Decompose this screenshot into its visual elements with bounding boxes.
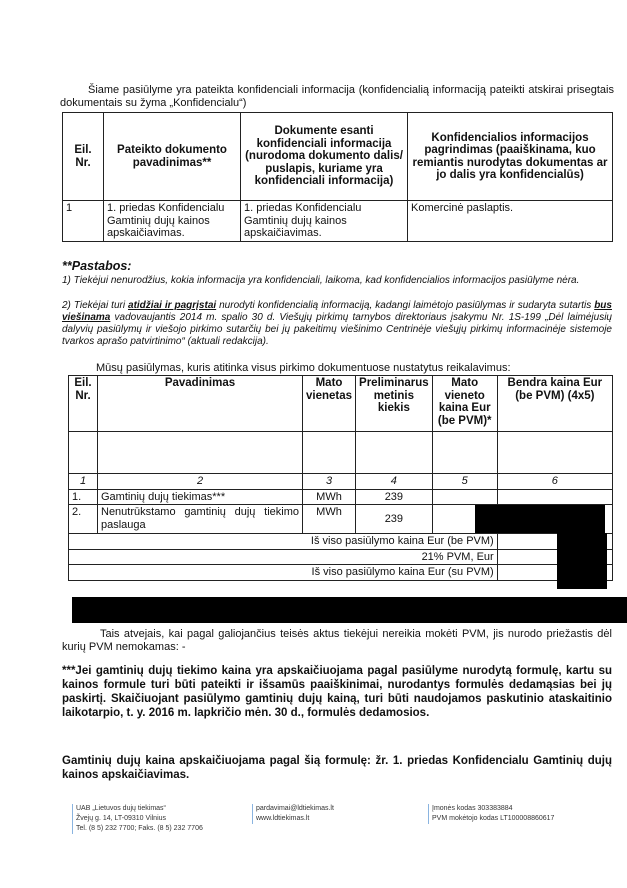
header-unit-price: Mato vieneto kaina Eur (be PVM)* [432,376,497,432]
header-nr: Eil. Nr. [69,376,98,432]
note-2-emphasis: atidžiai ir pagrįstai [128,300,217,311]
header-quantity: Preliminarus metinis kiekis [356,376,433,432]
company-phone: Tel. (8 5) 232 7700; Faks. (8 5) 232 7706 [76,825,203,832]
header-unit: Mato vienetas [303,376,356,432]
col-number: 4 [356,474,433,490]
cell-unit: MWh [303,489,356,505]
cell-unit: MWh [303,505,356,534]
redaction-bar [72,597,627,623]
col-number: 5 [432,474,497,490]
header-justification: Konfidencialios informacijos pagrindimas (paaiškinama, kuo remiantis nurodytas dokumentas ar jo dalis yra konfidencialūs) [408,113,613,201]
col-number: 6 [497,474,612,490]
total-label: Iš viso pasiūlymo kaina Eur (be PVM) [69,534,498,550]
cell-nr: 1 [63,201,104,242]
offer-intro: Mūsų pasiūlymas, kuris atitinka visus pirkimo dokumentuose nustatytus reikalavimus: [96,362,511,374]
empty-row [69,432,613,474]
total-label: Iš viso pasiūlymo kaina Eur (su PVM) [69,565,498,581]
table-row [63,201,613,242]
header-conf-info: Dokumente esanti konfidenciali informacija (nurodoma dokumento dalis/ puslapis, kuriame yra konfidenciali informacija) [241,113,408,201]
confidential-info-table [62,112,613,242]
vat-text: Tais atvejais, kai pagal galiojančius teisės aktus tiekėjui nereikia mokėti PVM, jis nurodo priežastis dėl kurių PVM nemokamas: - [62,628,612,653]
company-name: UAB „Lietuvos dujų tiekimas“ [76,805,166,812]
cell-nr: 1. [69,489,98,505]
total-row [69,549,613,565]
cell-name: Nenutrūkstamo gamtinių dujų tiekimo paslauga [98,505,303,534]
intro-text: Šiame pasiūlyme yra pateikta konfidenciali informacija (konfidencialią informaciją pateikti atskirai prisegtais dokumentais su žyma „Konfidencialu“) [60,84,614,109]
total-label: 21% PVM, Eur [69,549,498,565]
table-row [69,489,613,505]
cell-quantity: 239 [356,489,433,505]
cell-quantity: 239 [356,505,433,534]
cell-doc-name: 1. priedas Konfidencialu Gamtinių dujų kainos apskaičiavimas. [104,201,241,242]
total-row [69,534,613,550]
header-doc-name: Pateikto dokumento pavadinimas** [104,113,241,201]
column-numbers-row [69,474,613,490]
redaction-block [557,533,607,589]
email-link[interactable]: pardavimai@ldtiekimas.lt [256,805,334,812]
formula-note: ***Jei gamtinių dujų tiekimo kaina yra apskaičiuojama pagal pasiūlyme nurodytą formulę, kartu su kainos formule turi būti pateikti ir išsamūs paaiškinimai, nurodantys formulės dedamąsias bei jų paskirtį. Skaičiuojant pasiūlymo gamtinių dujų kainą, turi būti naudojamos paskutinio ataskaitinio laikotarpio, t. y. 2016 m. lapkričio mėn. 30 d., formulės dedamosios. [62,665,612,719]
total-row [69,565,613,581]
header-nr: Eil. Nr. [63,113,104,201]
notes-title: **Pastabos: [62,259,132,273]
note-2 [62,300,612,348]
cell-justification: Komercinė paslaptis. [408,201,613,242]
cell-conf-info: 1. priedas Konfidencialu Gamtinių dujų kainos apskaičiavimas. [241,201,408,242]
col-number: 1 [69,474,98,490]
footer-company [72,804,236,834]
col-number: 2 [98,474,303,490]
col-number: 3 [303,474,356,490]
header-total-price: Bendra kaina Eur (be PVM) (4x5) [497,376,612,432]
company-address: Žvejų g. 14, LT-09310 Vilnius [76,815,167,822]
note-2-emphasis: bus viešinama [62,300,612,323]
note-1: 1) Tiekėjui nenurodžius, kokia informacija yra konfidenciali, laikoma, kad konfidencialios informacijos pasiūlyme nėra. [62,275,580,286]
website-link[interactable]: www.ldtiekimas.lt [256,815,310,822]
vat-code: PVM mokėtojo kodas LT100008860617 [432,815,555,822]
formula-reference: Gamtinių dujų kaina apskaičiuojama pagal šią formulę: žr. 1. priedas Konfidencialu Gamtinių dujų kainos apskaičiavimas. [62,755,612,781]
footer-contacts [252,804,396,824]
note-2-part: vadovaujantis 2014 m. spalio 30 d. Viešųjų pirkimų tarnybos direktoriaus įsakymu Nr. 1S-199 „Dėl laimėjusių dalyvių pasiūlymų ir viešojo pirkimo sutarčių bei jų pakeitimų viešinimo Centrinėje viešųjų pirkimų informacinėje sistemoje tvarkos aprašo patvirtinimo“ (aktuali redakcija). [62,312,612,347]
cell-name: Gamtinių dujų tiekimas*** [98,489,303,505]
company-code: Įmonės kodas 303383884 [432,805,513,812]
header-name: Pavadinimas [98,376,303,432]
redaction-block [475,505,605,533]
offer-table [68,375,613,581]
footer-codes [428,804,602,824]
note-2-part: 2) Tiekėjai turi [62,300,129,311]
note-2-part: nurodyti konfidencialią informaciją, kadangi laimėtojo pasiūlymas ir sudaryta sutartis [216,300,595,311]
cell-nr: 2. [69,505,98,534]
